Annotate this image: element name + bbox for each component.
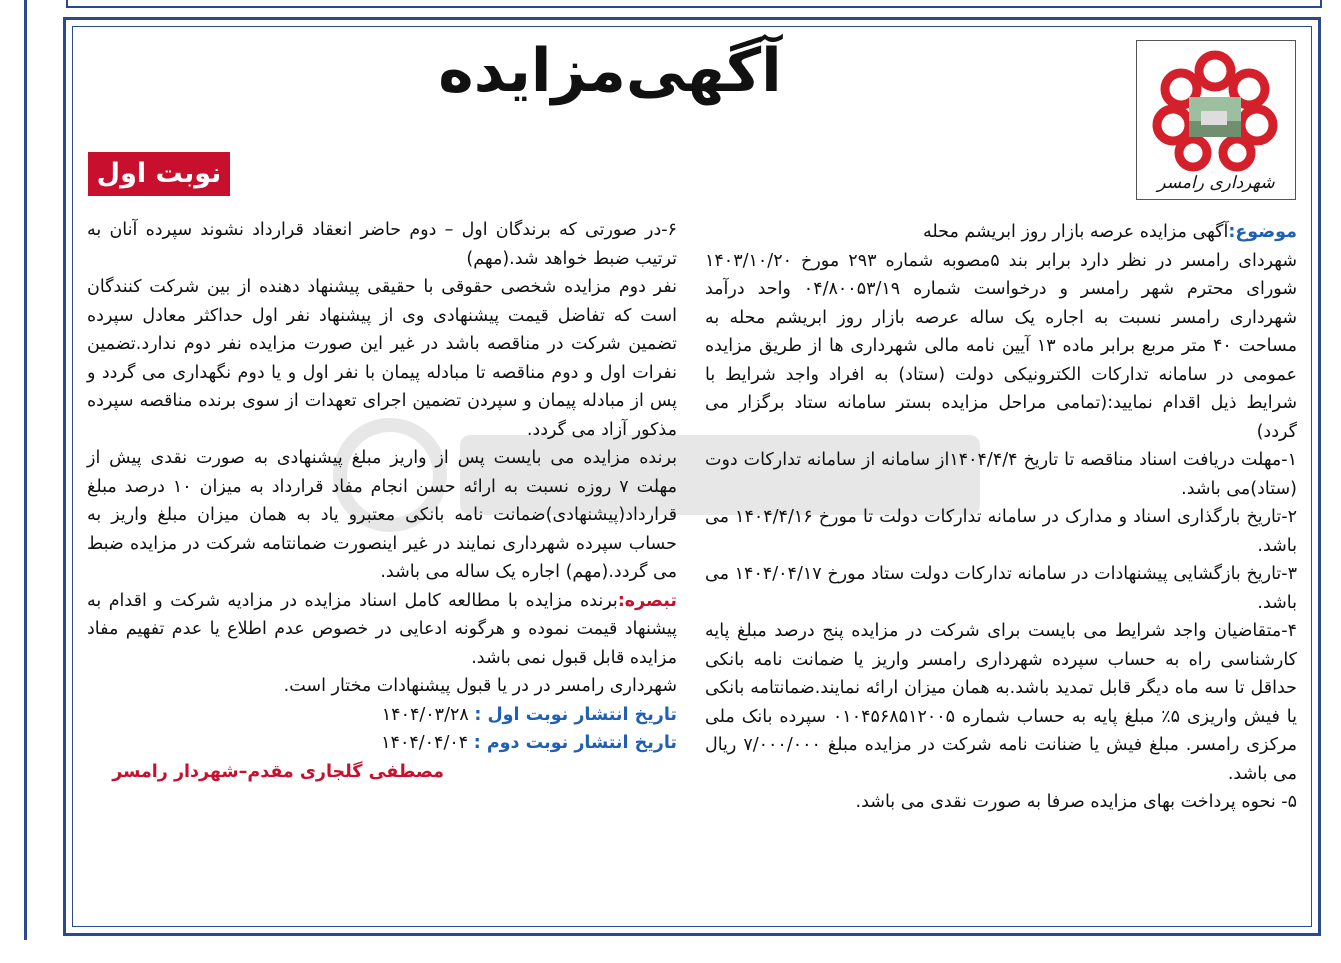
pub1-label: تاریخ انتشار نوبت اول : (474, 704, 677, 725)
pub1-date: ۱۴۰۴/۰۳/۲۸ (381, 704, 469, 725)
condition-item-2: ۲-تاریخ بارگذاری اسناد و مدارک در سامانه تدارکات دولت تا مورخ ۱۴۰۴/۴/۱۶ می باشد. (705, 507, 1297, 556)
condition-item-4: ۴-متقاضیان واجد شرایط می بایست برای شرکت در مزایده پنج درصد مبلغ پایه کارشناسی راه به حساب سپرده شهرداری رامسر واریز یا ضمانت نامه بانکی حداقل تا سه ماه دیگر قابل تمدید باشد.به همان میزان ارائه نمایند.ضمانتامه بانکی یا فیش واریزی ۵٪ مبلغ پایه به حساب شماره ۰۱۰۴۵۶۸۵۱۲۰۰۵ سپرده بانک ملی مرکزی رامسر. مبلغ فیش یا ضنانت نامه شرکت در مزایده مبلغ ۷/۰۰۰/۰۰۰ ریال می باشد. (705, 621, 1297, 784)
subject-label: موضوع: (1228, 222, 1297, 242)
left-column (87, 216, 677, 786)
pub2-label: تاریخ انتشار نوبت دوم : (473, 733, 677, 753)
condition-item-6: ۶-در صورتی که برندگان اول – دوم حاضر انعقاد قرارداد نشوند سپرده آنان به ترتیب ضبط خواهد شد.(مهم) (87, 220, 677, 269)
condition-item-1: ۱-مهلت دریافت اسناد مناقصه تا تاریخ ۱۴۰۴/۴/۴از سامانه از سامانه تدارکات دوت (ستاد)می باشد. (705, 450, 1298, 499)
round-badge: نوبت اول (88, 152, 230, 196)
top-frame-edge (66, 0, 1322, 8)
condition-item-3: ۳-تاریخ بازگشایی پیشنهادات در سامانه تدارکات دولت ستاد مورخ ۱۴۰۴/۰۴/۱۷ می باشد. (705, 564, 1297, 613)
publication-date-1 (87, 701, 677, 730)
logo-caption: شهرداری رامسر (1157, 173, 1275, 193)
note-label: تبصره: (617, 590, 677, 611)
reserve-rights: شهرداری رامسر در در یا قبول پیشنهادات مختار است. (283, 676, 677, 696)
notice-title: آگهی‌مزایده (438, 36, 782, 106)
condition-item-5: ۵- نحوه پرداخت بهای مزایده صرفا به صورت نقدی می باشد. (855, 792, 1297, 812)
note-text: برنده مزایده با مطالعه کامل اسناد مزایده در مزادیه شرکت و اقدام به پیشنهاد قیمت نموده و هرگونه ادعایی در خصوص عدم اطلاع یا عدم تفهیم مفاد مزایده قابل قبول نمی باشد. (87, 590, 677, 668)
municipality-logo (1136, 40, 1296, 200)
note-paragraph (87, 587, 677, 673)
second-bidder-paragraph: نفر دوم مزایده شخصی حقوقی با حقیقی پیشنهاد دهنده از بین شرکت کنندگان است که تفاضل قیمت پیشنهادی وی از پیشنهاد نفر اول حداکثر معادل سپرده تضمین شرکت در مناقصه باشد در غیر این صورت مزایده نفر دوم ندارد.تضمین نفرات اول و دوم مناقصه تا مبادله پیمان با نفر اول و یا دوم نگهداری می گردد و پس از مبادله پیمان و سپردن تضمین اجرای تعهدات از سوی برنده مناقصه سپرده مذکور آزاد می گردد. (87, 277, 677, 440)
mayor-signature: مصطفی گلجاری مقدم–شهردار رامسر (112, 761, 444, 782)
winner-paragraph: برنده مزایده می بایست پس از واریز مبلغ پیشنهادی به صورت نقدی پیش از مهلت ۷ روزه نسبت به ارائه حسن انجام مفاد قرارداد به میزان ۱۰ درصد مبلغ قرارداد(پیشنهادی)ضمانت نامه بانکی معتبرو یاد به همان میزان مبلغ واریز به حساب سپرده شهرداری نمایند در غیر اینصورت ضمانتامه شرکت در مزایده ضبط می گردد.(مهم) اجاره یک ساله می باشد. (87, 448, 678, 582)
pub2-date: ۱۴۰۴/۰۴/۰۴ (381, 733, 469, 753)
left-border-strip (0, 0, 27, 940)
right-column (705, 218, 1297, 817)
intro-paragraph: شهردای رامسر در نظر دارد برابر بند ۵مصوبه شماره ۲۹۳ مورخ ۱۴۰۳/۱۰/۲۰ شورای محترم شهر رامسر و درخواست شماره ۰۴/۸۰۰۵۳/۱۹ واحد درآمد شهرداری رامسر نسبت به اجاره یک ساله عرصه بازار روز ابریشم محله به مساحت ۴۰ متر مربع برابر ماده ۱۳ آیین نامه مالی شهرداری ها از طریق مزایده عمومی در سامانه تدارکات الکترونیکی دولت (ستاد) به افراد واجد شرایط با شرایط ذیل اقدام نمایید:(تمامی مراحل مزایده بستر سامانه ستاد برگزار می گردد) (705, 250, 1298, 442)
subject-text: آگهی مزایده عرصه بازار روز ابریشم محله (922, 222, 1229, 242)
subject-line (705, 218, 1297, 247)
publication-date-2 (87, 729, 677, 758)
